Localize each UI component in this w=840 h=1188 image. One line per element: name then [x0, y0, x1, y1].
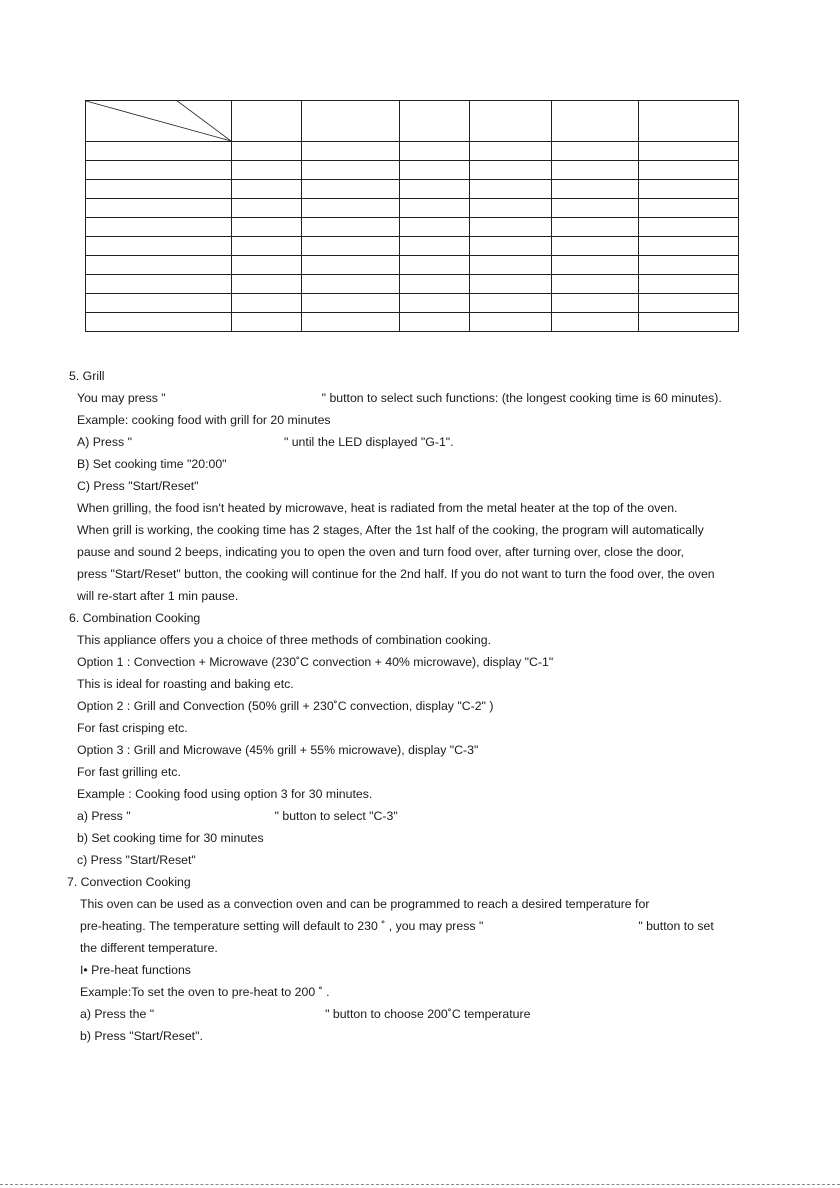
table-row: [86, 237, 739, 256]
table-cell: [86, 256, 232, 275]
conv-heading: 7. Convection Cooking: [67, 875, 191, 889]
table-row: [86, 313, 739, 332]
table-cell: [86, 294, 232, 313]
table-cell: [470, 218, 552, 237]
combo-option-1-use: This is ideal for roasting and baking etc.: [77, 677, 294, 691]
table-cell: [639, 142, 739, 161]
table-cell: [86, 142, 232, 161]
combo-option-1: Option 1 : Convection + Microwave (230˚C convection + 40% microwave), display "C-1": [77, 655, 554, 669]
table-cell: [302, 237, 400, 256]
table-cell: [400, 313, 470, 332]
table-cell: [552, 275, 639, 294]
table-cell: [552, 161, 639, 180]
table-cell: [86, 180, 232, 199]
table-row: [86, 142, 739, 161]
table-header-cell: [639, 101, 739, 142]
combo-step-a-after: " button to select "C-3": [274, 809, 398, 823]
table-row: [86, 275, 739, 294]
grill-step-a-before: A) Press ": [77, 435, 132, 449]
table-cell: [86, 237, 232, 256]
table-cell: [86, 275, 232, 294]
table-row: [86, 199, 739, 218]
grill-select: [77, 391, 722, 405]
table-cell: [232, 294, 302, 313]
table-header-cell: [400, 101, 470, 142]
table-body: [86, 142, 739, 332]
preheat-step-a-before: a) Press the ": [80, 1007, 155, 1021]
combo-option-2: Option 2 : Grill and Convection (50% grill + 230˚C convection, display "C-2" ): [77, 699, 494, 713]
table-cell: [470, 142, 552, 161]
table-cell: [232, 199, 302, 218]
table-cell: [639, 218, 739, 237]
grill-note-3: pause and sound 2 beeps, indicating you to open the oven and turn food over, after turning over, close the door,: [77, 545, 685, 559]
grill-step-a-after: " until the LED displayed "G-1".: [283, 435, 454, 449]
table-cell: [639, 313, 739, 332]
table-cell: [232, 142, 302, 161]
table-cell: [470, 199, 552, 218]
table-row: [86, 180, 739, 199]
table-cell: [400, 256, 470, 275]
combo-option-3: Option 3 : Grill and Microwave (45% grill + 55% microwave), display "C-3": [77, 743, 479, 757]
conv-intro-2: [80, 919, 714, 933]
combo-step-a-before: a) Press ": [77, 809, 131, 823]
table-cell: [400, 142, 470, 161]
grill-select-before: You may press ": [77, 391, 166, 405]
combo-option-3-use: For fast grilling etc.: [77, 765, 181, 779]
table-header-row: [86, 101, 739, 142]
table-cell: [552, 294, 639, 313]
grill-note-5: will re-start after 1 min pause.: [77, 589, 239, 603]
table-cell: [639, 161, 739, 180]
table-cell: [232, 237, 302, 256]
conv-intro-2-after: " button to set: [638, 919, 714, 933]
combo-step-b: b) Set cooking time for 30 minutes: [77, 831, 264, 845]
table-cell: [552, 237, 639, 256]
table-cell: [639, 275, 739, 294]
table-cell: [232, 256, 302, 275]
table-cell: [470, 256, 552, 275]
table-header-cell: [302, 101, 400, 142]
table-header-cell: [470, 101, 552, 142]
table-cell: [86, 313, 232, 332]
table-cell: [86, 218, 232, 237]
table-cell: [552, 313, 639, 332]
table-cell: [639, 294, 739, 313]
conv-intro-1: This oven can be used as a convection oven and can be programmed to reach a desired temperature for: [80, 897, 650, 911]
table-cell: [232, 218, 302, 237]
grill-note-4: press "Start/Reset" button, the cooking will continue for the 2nd half. If you do not want to turn the food over, the oven: [77, 567, 715, 581]
table-cell: [302, 256, 400, 275]
table-cell: [400, 199, 470, 218]
conv-intro-2-before: pre-heating. The temperature setting will default to 230 ˚ , you may press ": [80, 919, 484, 933]
table-cell: [232, 275, 302, 294]
table-cell: [400, 218, 470, 237]
blank-settings-table: [85, 100, 739, 332]
table-cell: [470, 161, 552, 180]
table-cell: [302, 275, 400, 294]
table-cell: [552, 142, 639, 161]
preheat-step-b: b) Press "Start/Reset".: [80, 1029, 203, 1043]
table-cell: [639, 237, 739, 256]
table-row: [86, 256, 739, 275]
grill-heading: 5. Grill: [69, 369, 105, 383]
table-cell: [232, 313, 302, 332]
table-cell: [552, 256, 639, 275]
table-cell: [302, 199, 400, 218]
table-cell: [470, 180, 552, 199]
table-cell: [302, 161, 400, 180]
table-cell: [639, 256, 739, 275]
table-cell: [552, 199, 639, 218]
table-cell: [639, 199, 739, 218]
table-cell: [552, 218, 639, 237]
table-cell: [552, 180, 639, 199]
grill-note-1: When grilling, the food isn't heated by microwave, heat is radiated from the metal heater at the top of the oven.: [77, 501, 678, 515]
table-cell: [400, 161, 470, 180]
table-cell: [86, 199, 232, 218]
combo-step-a: [77, 809, 398, 823]
table-cell: [232, 180, 302, 199]
table-cell: [302, 180, 400, 199]
preheat-example: Example:To set the oven to pre-heat to 200 ˚ .: [80, 985, 330, 999]
combo-step-c: c) Press "Start/Reset": [77, 853, 196, 867]
table-cell: [302, 142, 400, 161]
table-cell: [470, 294, 552, 313]
table-cell: [470, 275, 552, 294]
preheat-step-a: [80, 1007, 530, 1021]
table-row: [86, 218, 739, 237]
diagonal-split-icon: [86, 101, 231, 141]
table-cell: [232, 161, 302, 180]
page-bottom-rule: [0, 1184, 840, 1185]
combo-intro: This appliance offers you a choice of three methods of combination cooking.: [77, 633, 492, 647]
table-cell: [302, 313, 400, 332]
grill-select-after: " button to select such functions: (the longest cooking time is 60 minutes).: [321, 391, 722, 405]
table-cell: [400, 275, 470, 294]
combo-heading: 6. Combination Cooking: [69, 611, 201, 625]
preheat-heading: I• Pre-heat functions: [80, 963, 191, 977]
table-cell: [302, 218, 400, 237]
conv-intro-3: the different temperature.: [80, 941, 218, 955]
table-corner-cell: [86, 101, 232, 142]
table-cell: [302, 294, 400, 313]
grill-example: Example: cooking food with grill for 20 minutes: [77, 413, 331, 427]
table-cell: [400, 294, 470, 313]
grill-step-c: C) Press "Start/Reset": [77, 479, 199, 493]
grill-step-b: B) Set cooking time "20:00": [77, 457, 227, 471]
combo-example: Example : Cooking food using option 3 for 30 minutes.: [77, 787, 373, 801]
table-cell: [470, 237, 552, 256]
grill-note-2: When grill is working, the cooking time has 2 stages, After the 1st half of the cooking, the program will automatically: [77, 523, 704, 537]
table-cell: [639, 180, 739, 199]
table-cell: [86, 161, 232, 180]
table-header-cell: [552, 101, 639, 142]
table-row: [86, 161, 739, 180]
combo-option-2-use: For fast crisping etc.: [77, 721, 188, 735]
table-cell: [470, 313, 552, 332]
table-cell: [400, 237, 470, 256]
table-cell: [400, 180, 470, 199]
table-row: [86, 294, 739, 313]
table-header-cell: [232, 101, 302, 142]
preheat-step-a-after: " button to choose 200˚C temperature: [325, 1007, 531, 1021]
grill-step-a: [77, 435, 454, 449]
